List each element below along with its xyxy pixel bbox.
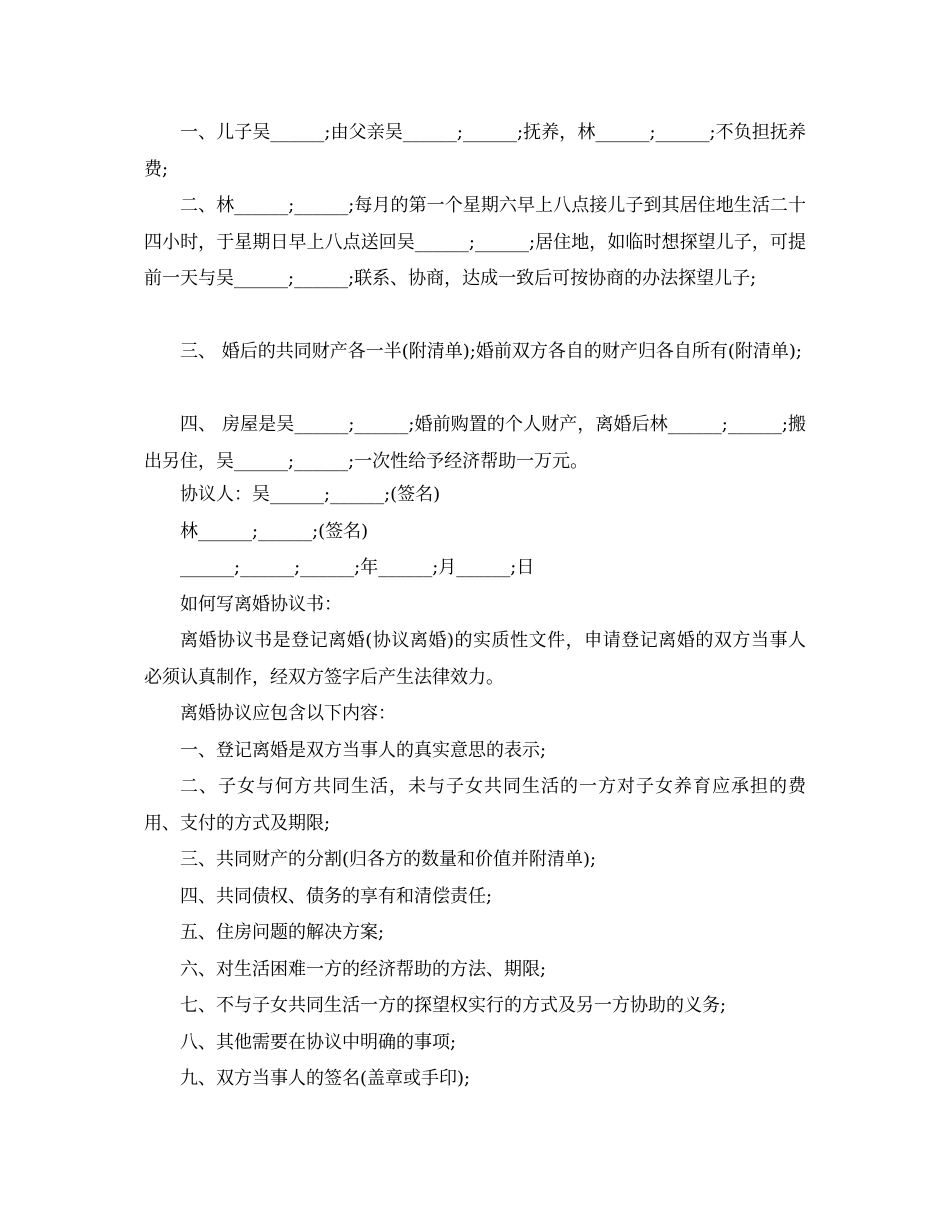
clause-joint-property: 三、 婚后的共同财产各一半(附清单);婚前双方各自的财产归各自所有(附清单); (180, 341, 802, 362)
list-item: 一、登记离婚是双方当事人的真实意思的表示; (180, 740, 547, 761)
date-line: ______;______;______;年______;月______;日 (180, 557, 535, 578)
clause-visitation: 二、林______;______;每月的第一个星期六早上八点接儿子到其居住地生活二十四小时，于星期日早上八点送回吴______;______;居住地，如临时想探望儿子，可提前一天与吴______;______;联系、协商，达成一致后可按协商的办法探望儿子; (144, 195, 806, 289)
list-item: 八、其他需要在协议中明确的事项; (180, 1032, 457, 1053)
list-item: 三、共同财产的分割(归各方的数量和价值并附清单); (180, 849, 597, 870)
list-item: 七、不与子女共同生活一方的探望权实行的方式及另一方协助的义务; (180, 995, 727, 1016)
signature-line-lin: 林______;______;(签名) (180, 521, 369, 542)
list-item: 六、对生活困难一方的经济帮助的方法、期限; (180, 959, 547, 980)
list-item: 五、住房问题的解决方案; (180, 922, 385, 943)
signature-line-wu: 协议人：吴______;______;(签名) (180, 484, 441, 505)
contents-heading: 离婚协议应包含以下内容： (180, 703, 396, 724)
guide-heading: 如何写离婚协议书： (180, 594, 342, 615)
list-item: 四、共同债权、债务的享有和清偿责任; (180, 886, 493, 907)
list-item: 九、双方当事人的签名(盖章或手印); (180, 1068, 471, 1089)
list-item: 二、子女与何方共同生活，未与子女共同生活的一方对子女养育应承担的费用、支付的方式及期限; (144, 776, 806, 834)
clause-housing: 四、 房屋是吴______;______;婚前购置的个人财产，离婚后林______;______;搬出另住，吴______;______;一次性给予经济帮助一万元。 (144, 414, 806, 472)
clause-custody: 一、儿子吴______;由父亲吴______;______;抚养，林______;______;不负担抚养费; (144, 122, 806, 180)
guide-intro: 离婚协议书是登记离婚(协议离婚)的实质性文件，申请登记离婚的双方当事人必须认真制作，经双方签字后产生法律效力。 (144, 630, 806, 688)
